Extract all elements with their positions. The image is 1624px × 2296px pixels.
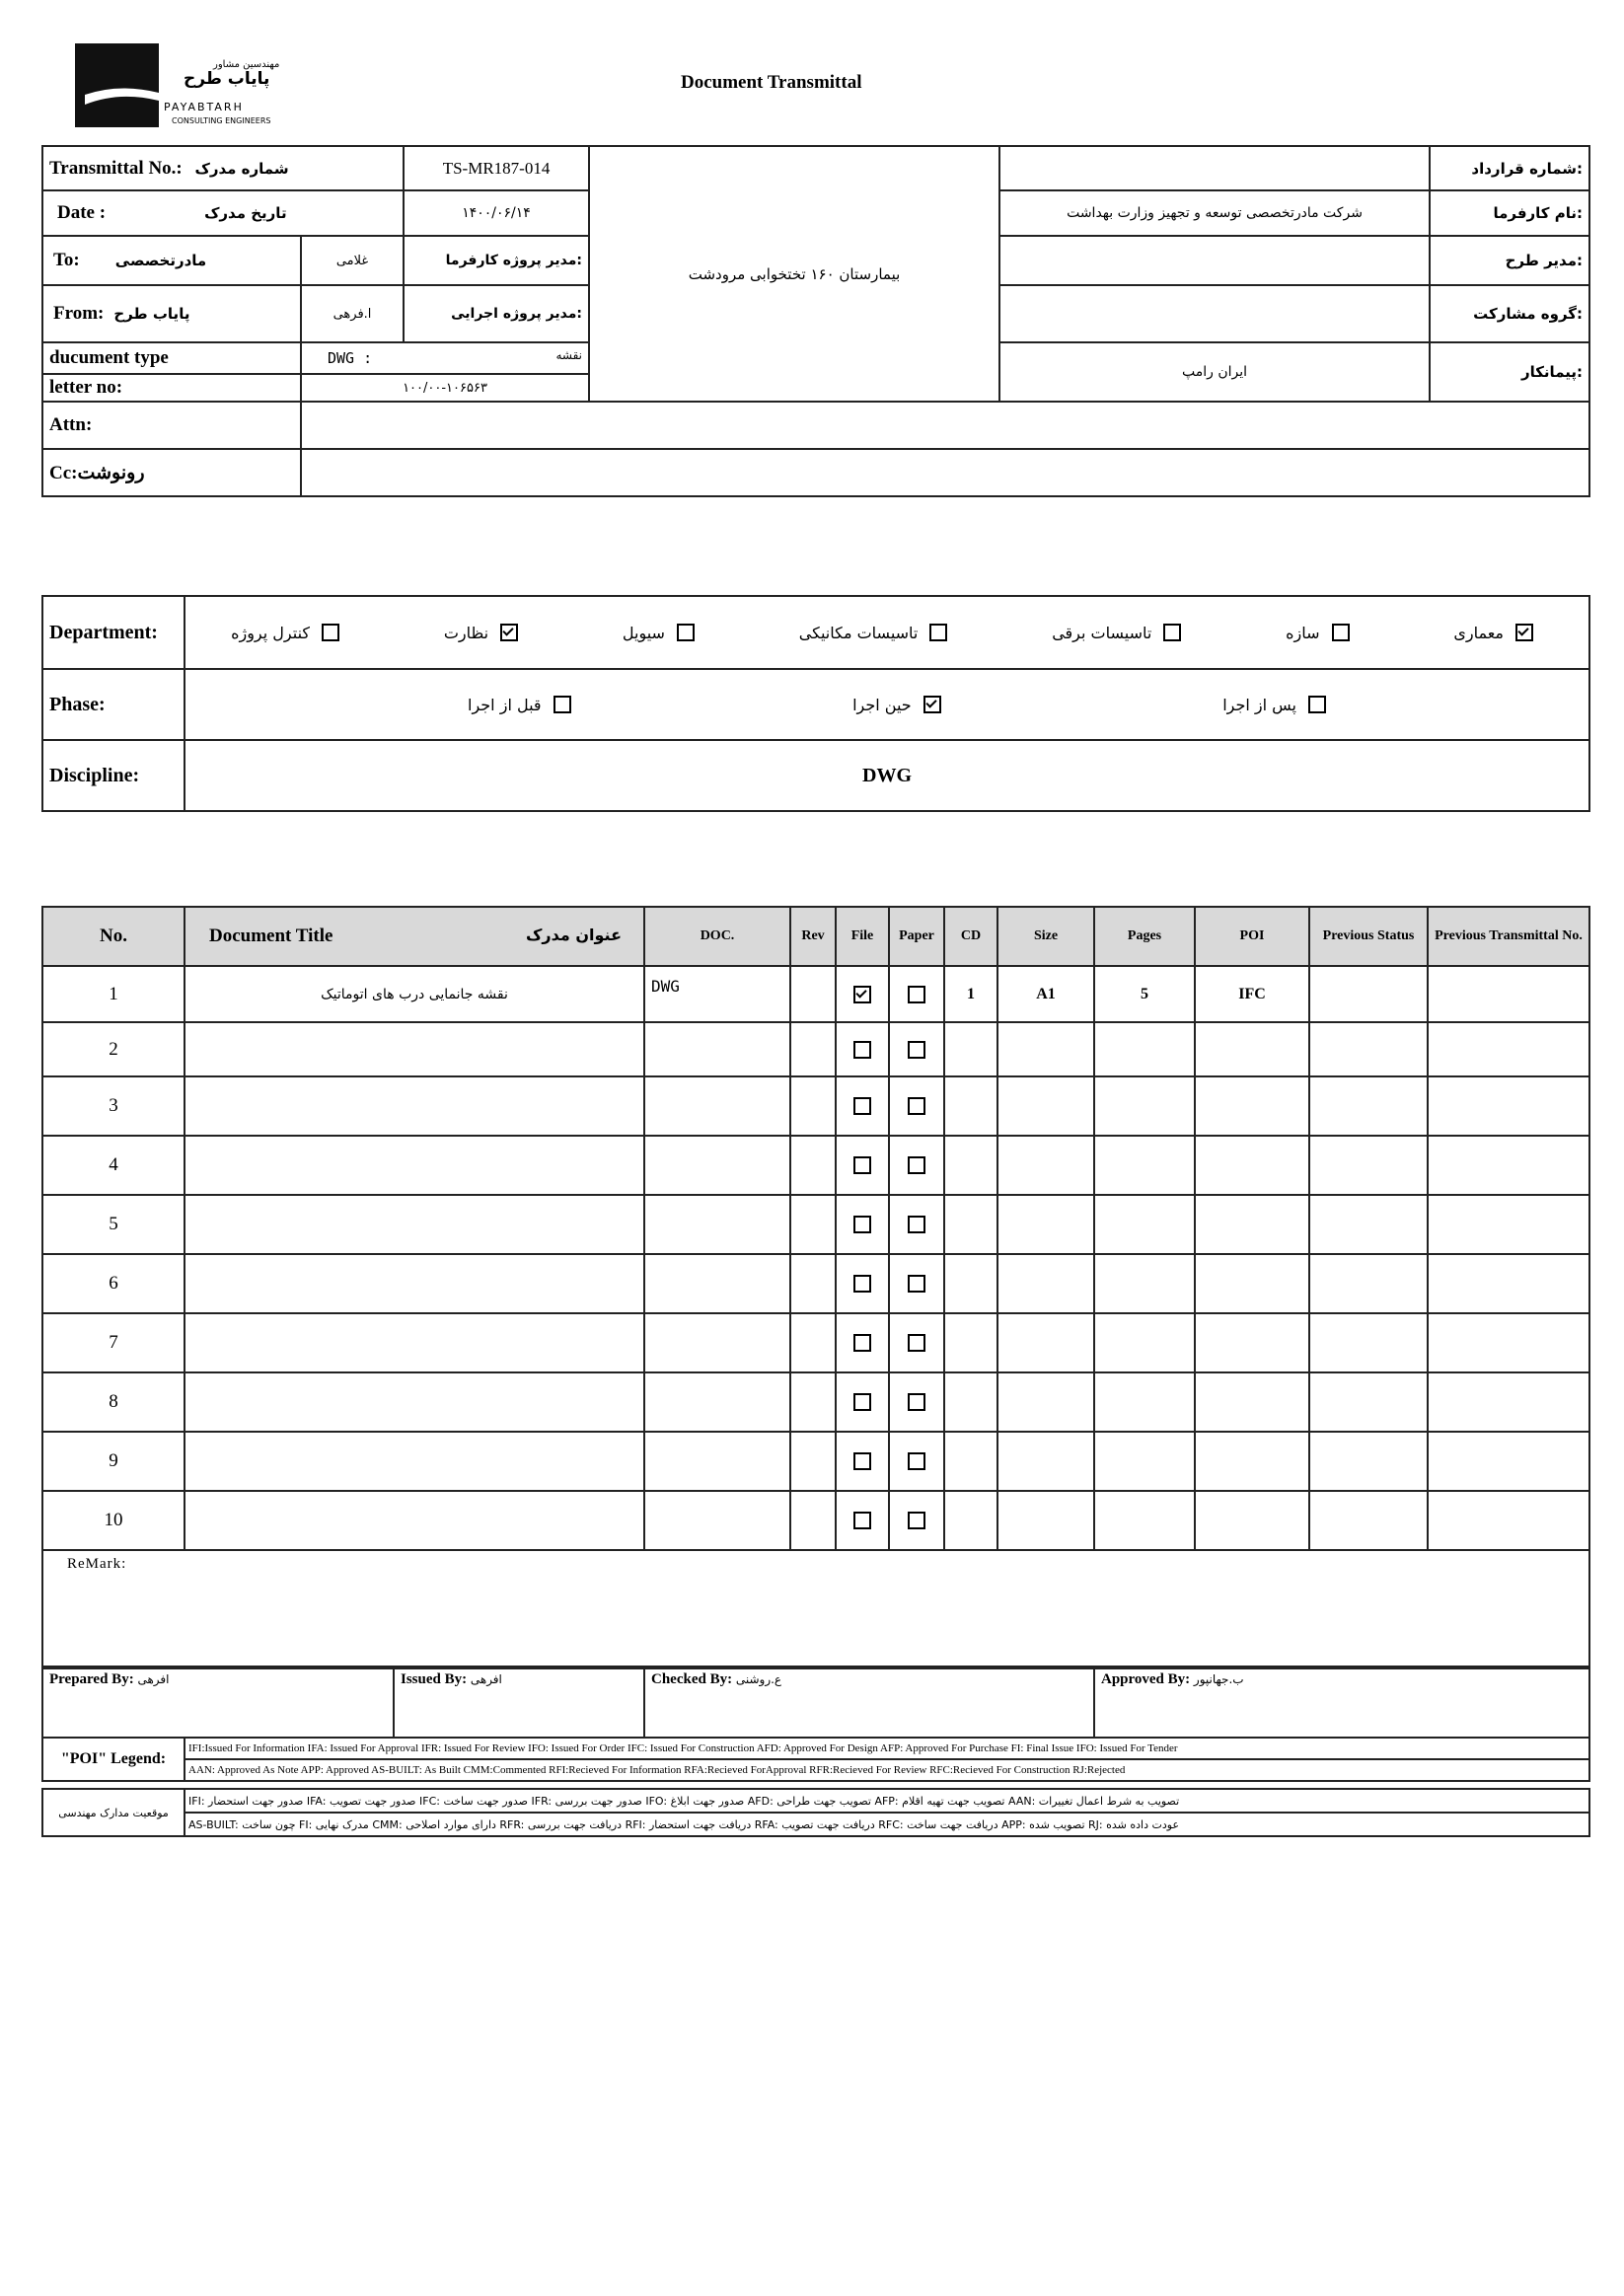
row-prev-status[interactable] [1309,1254,1428,1313]
row-pages[interactable] [1094,1432,1195,1491]
row-title[interactable]: نقشه جانمایی درب های اتوماتیک [185,966,644,1022]
row-file [836,1022,889,1076]
transmittal-label-en: Transmittal No.: [49,157,183,179]
row-rev[interactable] [790,1254,836,1313]
phase-items [191,696,1583,714]
partner-label: گروه مشارکت: [1430,285,1589,342]
pm-exec-value[interactable]: ا.فرهی [301,285,404,342]
row-pages[interactable] [1094,1195,1195,1254]
row-paper [889,1076,944,1136]
checked-value: ع.روشنی [735,1672,782,1686]
row-poi[interactable] [1195,1254,1309,1313]
to-cell [42,236,301,285]
logo-brand-fa: پایاب طرح [184,69,270,89]
row-prev-status[interactable] [1309,1022,1428,1076]
row-pages[interactable] [1094,1313,1195,1372]
phase-checkbox[interactable] [1308,696,1326,713]
checked-label: Checked By: [651,1671,733,1687]
dept-option-label: سازه [1286,623,1320,642]
legend-spacer [42,1781,1589,1789]
cc-label: Cc:رونوشت [42,449,301,496]
logo-brand-en: PAYABTARH [164,101,244,113]
discipline-value[interactable]: DWG [185,740,1589,811]
phase-option-label: حین اجرا [852,695,912,714]
transmittal-label-cell [42,146,404,190]
row-paper-checkbox[interactable] [908,1097,925,1115]
row-file-checkbox[interactable] [853,1512,871,1529]
row-file [836,1432,889,1491]
date-label-cell [42,190,404,236]
dept-option[interactable] [231,624,339,642]
transmittal-label-fa: شماره مدرک [194,159,289,178]
partner-value[interactable] [999,285,1430,342]
row-paper-checkbox[interactable] [908,1452,925,1470]
pm-client-value[interactable]: غلامی [301,236,404,285]
table-row [42,966,1589,1022]
row-paper [889,1254,944,1313]
row-paper-checkbox[interactable] [908,1216,925,1233]
row-doc[interactable] [644,1136,790,1195]
dept-option-label: تاسیسات برقی [1052,623,1152,642]
row-cd[interactable] [944,1491,997,1550]
pm-client-label: مدیر پروژه کارفرما: [404,236,589,285]
date-label-en: Date : [57,202,107,223]
dept-items [191,624,1583,642]
row-size[interactable] [997,1432,1094,1491]
row-size[interactable] [997,1372,1094,1432]
discipline-label: Discipline: [42,740,185,811]
table-row [42,1313,1589,1372]
row-rev[interactable] [790,1195,836,1254]
pm-exec-label: مدیر پروژه اجرایی: [404,285,589,342]
row-file [836,1313,889,1372]
row-paper-checkbox[interactable] [908,1334,925,1352]
row-rev[interactable] [790,966,836,1022]
legend-line-2: AAN: Approved As Note APP: Approved AS-BUILT: As Built CMM:Commented RFI:Recieved For Information RFA:Recieved ForApproval RFR:Recieved For Review RFC:Recieved For Construction RJ:Rejected [185,1759,1589,1781]
issued-label: Issued By: [401,1671,468,1687]
date-label-fa: تاریخ مدرک [204,204,287,222]
row-poi[interactable] [1195,1491,1309,1550]
dept-option[interactable] [1052,624,1181,642]
row-size[interactable] [997,1313,1094,1372]
row-cd[interactable] [944,1432,997,1491]
designer-value[interactable] [999,236,1430,285]
page-title: Document Transmittal [681,72,862,93]
to-label: To: [53,250,80,270]
prepared-value: افرهی [137,1672,170,1686]
phase-options [185,669,1589,740]
row-prev-status[interactable] [1309,1432,1428,1491]
row-doc[interactable] [644,1254,790,1313]
row-size[interactable] [997,1195,1094,1254]
row-file [836,1491,889,1550]
date-value[interactable]: ۱۴۰۰/۰۶/۱۴ [404,190,589,236]
dept-table [41,595,1590,812]
documents-table [41,906,1590,1669]
row-prev-status[interactable] [1309,1313,1428,1372]
row-poi[interactable] [1195,1076,1309,1136]
col-title-en: Document Title [209,926,333,946]
row-doc[interactable] [644,1491,790,1550]
row-cd[interactable] [944,1313,997,1372]
row-file [836,1254,889,1313]
row-prev-transmittal[interactable] [1428,1432,1589,1491]
row-pages[interactable]: 5 [1094,966,1195,1022]
prepared-cell[interactable] [42,1666,394,1738]
col-rev: Rev [790,907,836,966]
row-prev-transmittal[interactable] [1428,1372,1589,1432]
row-paper [889,1195,944,1254]
row-rev[interactable] [790,1313,836,1372]
row-prev-transmittal[interactable] [1428,1195,1589,1254]
row-prev-transmittal[interactable] [1428,1136,1589,1195]
row-paper [889,1022,944,1076]
row-rev[interactable] [790,1491,836,1550]
row-title[interactable] [185,1313,644,1372]
row-pages[interactable] [1094,1491,1195,1550]
row-file-checkbox[interactable] [853,1393,871,1411]
dept-checkbox[interactable] [1163,624,1181,641]
row-cd[interactable] [944,1136,997,1195]
row-cd[interactable] [944,1372,997,1432]
row-no: 3 [42,1076,185,1136]
row-file [836,1195,889,1254]
row-poi[interactable] [1195,1022,1309,1076]
row-file [836,966,889,1022]
row-title[interactable] [185,1491,644,1550]
issued-value: افرهی [470,1672,502,1686]
attn-value[interactable] [301,402,1589,449]
col-title-fa: عنوان مدرک [526,926,622,944]
row-doc[interactable] [644,1432,790,1491]
table-row [42,1254,1589,1313]
legend-line-1: IFI:Issued For Information IFA: Issued For Approval IFR: Issued For Review IFO: Issued For Order IFC: Issued For Construction AFD: Approved For Design AFP: Approved For Purchase FI: Final Issue IFO: Issued For Tender [185,1738,1589,1759]
cc-value[interactable] [301,449,1589,496]
header-table [41,145,1590,497]
row-no: 1 [42,966,185,1022]
dept-option-label: معماری [1453,623,1504,642]
row-file [836,1136,889,1195]
row-file-checkbox[interactable] [853,1041,871,1059]
row-paper-checkbox[interactable] [908,1156,925,1174]
legend-label-fa: موقعیت مدارک مهندسی [42,1789,185,1836]
to-value: مادرتخصصی [114,252,207,269]
row-paper [889,1313,944,1372]
row-poi[interactable] [1195,1313,1309,1372]
legend-table [41,1737,1590,1837]
row-no: 5 [42,1195,185,1254]
logo-sub-en: CONSULTING ENGINEERS [172,116,271,125]
row-size[interactable] [997,1491,1094,1550]
remark-cell[interactable] [42,1550,1589,1668]
dept-label: Department: [42,596,185,669]
row-no: 4 [42,1136,185,1195]
table-row [42,1076,1589,1136]
table-row [42,1136,1589,1195]
doctype-cell [301,342,589,374]
table-row [42,1491,1589,1550]
row-poi[interactable] [1195,1432,1309,1491]
col-title [185,907,644,966]
project-name: بیمارستان ۱۶۰ تختخوابی مرودشت [589,146,999,402]
dept-options [185,596,1589,669]
row-poi[interactable] [1195,1372,1309,1432]
row-no: 7 [42,1313,185,1372]
attn-label: Attn: [42,402,301,449]
row-file-checkbox[interactable] [853,1156,871,1174]
transmittal-value[interactable]: TS-MR187-014 [404,146,589,190]
row-paper [889,1432,944,1491]
dept-option-label: سیویل [622,623,665,642]
dept-option[interactable] [444,624,518,642]
from-label: From: [53,303,105,324]
row-title[interactable] [185,1136,644,1195]
doctype-value[interactable]: DWG : [328,349,373,367]
approved-value: ب.جهانپور [1193,1672,1244,1686]
row-rev[interactable] [790,1432,836,1491]
row-rev[interactable] [790,1372,836,1432]
row-title[interactable] [185,1432,644,1491]
contract-label: شماره قرارداد: [1430,146,1589,190]
letter-label: letter no: [42,374,301,402]
dept-checkbox[interactable] [322,624,339,641]
phase-checkbox[interactable] [554,696,571,713]
col-no: No. [42,907,185,966]
dept-checkbox[interactable] [500,624,518,641]
col-size: Size [997,907,1094,966]
row-paper [889,1491,944,1550]
row-pages[interactable] [1094,1076,1195,1136]
row-doc[interactable] [644,1022,790,1076]
legend-label: "POI" Legend: [42,1738,185,1781]
col-prev-status: Previous Status [1309,907,1428,966]
row-paper [889,966,944,1022]
remark-label: ReMark: [67,1556,127,1572]
row-prev-transmittal[interactable] [1428,966,1589,1022]
row-poi[interactable] [1195,1136,1309,1195]
row-file-checkbox[interactable] [853,986,871,1003]
table-row [42,1432,1589,1491]
col-pages: Pages [1094,907,1195,966]
client-label: نام کارفرما: [1430,190,1589,236]
dept-option-label: نظارت [443,623,489,642]
table-row [42,1022,1589,1076]
col-doc: DOC. [644,907,790,966]
row-title[interactable] [185,1022,644,1076]
row-paper-checkbox[interactable] [908,1041,925,1059]
row-size[interactable] [997,1254,1094,1313]
legend-line-3: IFI: صدور جهت استحضار IFA: صدور جهت تصویب IFC: صدور جهت ساخت IFR: صدور جهت بررسی IFO: صدور جهت ابلاغ AFD: تصویب جهت طراحی AFP: تصویب جهت تهیه اقلام AAN: تصویب به شرط اعمال تغییرات [185,1789,1589,1813]
phase-option[interactable] [1222,696,1326,714]
row-paper-checkbox[interactable] [908,1512,925,1529]
row-cd[interactable]: 1 [944,966,997,1022]
phase-option[interactable] [852,696,941,714]
row-paper [889,1372,944,1432]
row-paper-checkbox[interactable] [908,1393,925,1411]
row-prev-transmittal[interactable] [1428,1491,1589,1550]
row-file-checkbox[interactable] [853,1334,871,1352]
row-prev-transmittal[interactable] [1428,1313,1589,1372]
row-title[interactable] [185,1195,644,1254]
row-no: 10 [42,1491,185,1550]
checked-cell[interactable] [644,1666,1094,1738]
logo-sub-fa: مهندسین مشاور [213,59,280,70]
dept-option-label: تاسیسات مکانیکی [798,623,919,642]
dept-option-label: کنترل پروژه [231,623,311,642]
row-doc[interactable]: DWG [644,966,790,1022]
row-doc[interactable] [644,1195,790,1254]
approved-cell[interactable] [1094,1666,1589,1738]
letter-value[interactable]: ۱۰۰/۰۰-۱۰۶۵۶۳ [301,374,589,402]
row-prev-transmittal[interactable] [1428,1022,1589,1076]
row-size[interactable]: A1 [997,966,1094,1022]
row-size[interactable] [997,1076,1094,1136]
row-title[interactable] [185,1254,644,1313]
row-prev-status[interactable] [1309,966,1428,1022]
phase-option-label: قبل از اجرا [468,695,542,714]
from-cell [42,285,301,342]
doctype-label: ducument type [42,342,301,374]
col-paper: Paper [889,907,944,966]
logo-mark-icon [75,43,159,127]
row-rev[interactable] [790,1076,836,1136]
row-cd[interactable] [944,1076,997,1136]
row-title[interactable] [185,1372,644,1432]
prepared-label: Prepared By: [49,1671,134,1687]
row-poi[interactable]: IFC [1195,966,1309,1022]
phase-checkbox[interactable] [923,696,941,713]
dept-option[interactable] [799,624,948,642]
dept-option[interactable] [1453,624,1533,642]
row-file-checkbox[interactable] [853,1452,871,1470]
row-prev-status[interactable] [1309,1136,1428,1195]
dept-checkbox[interactable] [1332,624,1350,641]
row-prev-status[interactable] [1309,1372,1428,1432]
row-file-checkbox[interactable] [853,1275,871,1293]
row-no: 9 [42,1432,185,1491]
row-pages[interactable] [1094,1136,1195,1195]
row-no: 2 [42,1022,185,1076]
phase-option[interactable] [468,696,571,714]
contractor-label: پیمانکار: [1430,342,1589,402]
row-prev-status[interactable] [1309,1076,1428,1136]
col-file: File [836,907,889,966]
row-no: 6 [42,1254,185,1313]
doctype-fa: نقشه [555,348,583,362]
approved-label: Approved By: [1101,1671,1191,1687]
row-rev[interactable] [790,1022,836,1076]
row-cd[interactable] [944,1195,997,1254]
row-doc[interactable] [644,1313,790,1372]
row-file [836,1372,889,1432]
row-prev-status[interactable] [1309,1491,1428,1550]
contract-value[interactable] [999,146,1430,190]
row-file-checkbox[interactable] [853,1097,871,1115]
signature-table [41,1666,1590,1739]
phase-option-label: پس از اجرا [1222,695,1296,714]
row-file [836,1076,889,1136]
row-doc[interactable] [644,1372,790,1432]
row-poi[interactable] [1195,1195,1309,1254]
row-cd[interactable] [944,1022,997,1076]
contractor-value[interactable]: ایران رامپ [999,342,1430,402]
row-size[interactable] [997,1136,1094,1195]
from-value: پایاب طرح [113,305,190,323]
row-size[interactable] [997,1022,1094,1076]
row-paper-checkbox[interactable] [908,986,925,1003]
designer-label: مدیر طرح: [1430,236,1589,285]
row-pages[interactable] [1094,1254,1195,1313]
row-paper-checkbox[interactable] [908,1275,925,1293]
table-row [42,1195,1589,1254]
legend-line-4: AS-BUILT: چون ساخت FI: مدرک نهایی CMM: دارای موارد اصلاحی RFR: دریافت جهت بررسی RFI: دریافت جهت استحضار RFA: دریافت جهت تصویب RFC: دریافت جهت ساخت APP: تصویب شده RJ: عودت داده شده [185,1813,1589,1836]
row-paper [889,1136,944,1195]
col-prev-transmittal: Previous Transmittal No. [1428,907,1589,966]
row-cd[interactable] [944,1254,997,1313]
phase-label: Phase: [42,669,185,740]
client-value[interactable]: شرکت مادرتخصصی توسعه و تجهیز وزارت بهداشت [999,190,1430,236]
dept-checkbox[interactable] [929,624,947,641]
col-cd: CD [944,907,997,966]
row-rev[interactable] [790,1136,836,1195]
row-prev-transmittal[interactable] [1428,1076,1589,1136]
row-prev-transmittal[interactable] [1428,1254,1589,1313]
row-title[interactable] [185,1076,644,1136]
row-pages[interactable] [1094,1022,1195,1076]
dept-option[interactable] [623,624,695,642]
row-no: 8 [42,1372,185,1432]
col-poi: POI [1195,907,1309,966]
documents-rows [42,966,1589,1550]
dept-option[interactable] [1286,624,1349,642]
row-pages[interactable] [1094,1372,1195,1432]
table-row [42,1372,1589,1432]
dept-checkbox[interactable] [1515,624,1533,641]
issued-cell[interactable] [394,1666,644,1738]
row-prev-status[interactable] [1309,1195,1428,1254]
row-doc[interactable] [644,1076,790,1136]
row-file-checkbox[interactable] [853,1216,871,1233]
logo [75,43,282,130]
dept-checkbox[interactable] [677,624,695,641]
